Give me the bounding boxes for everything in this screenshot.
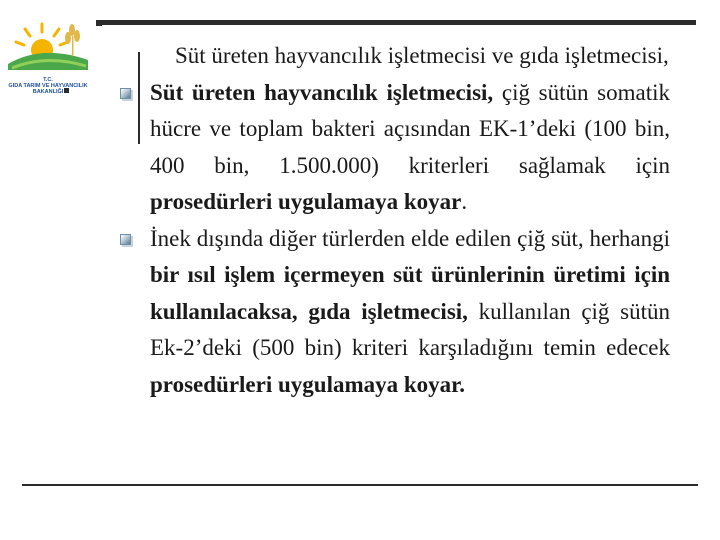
slide-body (120, 38, 670, 403)
text-run: çiğ sütün somatik hücre ve toplam bakteri açısından EK-1’deki (100 bin, 400 bin, 1.500.000) kriterleri sağlamak için (150, 79, 670, 178)
text-run: bir ısıl işlem içermeyen süt ürünlerinin üretimi için kullanılacaksa, gıda işletmecisi, (150, 262, 670, 324)
text-run: Süt üreten hayvancılık işletmecisi, (150, 79, 494, 105)
text-run: prosedürleri uygulamaya koyar. (150, 371, 466, 397)
paragraph-1 (120, 38, 670, 75)
sun-field-emblem-icon (2, 10, 94, 76)
bottom-rule (22, 484, 698, 486)
square-bullet-icon (120, 234, 131, 245)
logo-line-3: BAKANLIĞI (32, 89, 64, 95)
text-run: . (461, 189, 468, 214)
top-rule (100, 20, 696, 25)
text-run: İnek dışında diğer türlerden elde edilen çiğ süt, herhangi (150, 225, 670, 251)
text-run: prosedürleri uygulamaya koyar (150, 189, 462, 214)
text-run: Süt üreten hayvancılık işletmecisi ve gıda işletmecisi, (175, 43, 669, 68)
logo-caption (2, 77, 94, 95)
text-run: kullanılan çiğ sütün Ek-2’deki (500 bin) kriteri karşıladığını temin edecek (150, 298, 670, 360)
logo-line-2: GIDA TARIM VE HAYVANCILIK (8, 83, 88, 89)
ministry-logo (2, 10, 94, 95)
square-bullet-icon (120, 88, 131, 99)
paragraph-2 (120, 75, 670, 221)
paragraph-3 (120, 221, 670, 404)
logo-line-1: T.C. (43, 77, 53, 83)
